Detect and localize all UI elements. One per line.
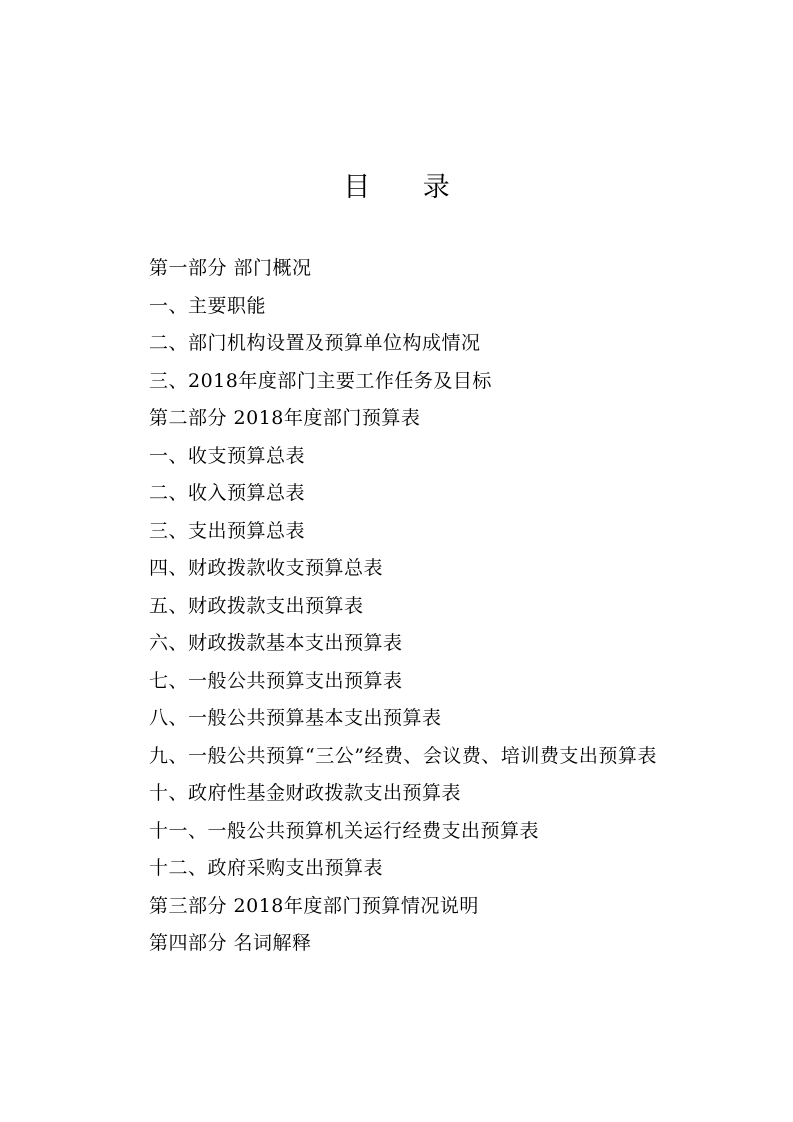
toc-item: 第一部分 部门概况 xyxy=(149,257,312,279)
toc-item: 第四部分 名词解释 xyxy=(149,932,312,954)
table-of-contents xyxy=(149,250,769,963)
toc-item: 二、部门机构设置及预算单位构成情况 xyxy=(149,332,481,354)
page-title: 目 录 xyxy=(343,172,472,203)
toc-item: 九、一般公共预算“三公”经费、会议费、培训费支出预算表 xyxy=(149,744,657,767)
toc-item: 三、支出预算总表 xyxy=(149,519,306,542)
toc-item: 三、2018年度部门主要工作任务及目标 xyxy=(149,369,492,392)
toc-item: 一、主要职能 xyxy=(149,294,267,317)
toc-item: 第二部分 2018年度部门预算表 xyxy=(149,407,421,429)
toc-item: 四、财政拨款收支预算总表 xyxy=(149,557,384,579)
toc-item: 七、一般公共预算支出预算表 xyxy=(149,669,403,692)
toc-item: 第三部分 2018年度部门预算情况说明 xyxy=(149,894,479,917)
toc-item: 八、一般公共预算基本支出预算表 xyxy=(149,707,442,729)
toc-item: 十、政府性基金财政拨款支出预算表 xyxy=(149,782,462,804)
toc-item: 二、收入预算总表 xyxy=(149,482,306,504)
toc-item: 六、财政拨款基本支出预算表 xyxy=(149,632,403,654)
toc-item: 十一、一般公共预算机关运行经费支出预算表 xyxy=(149,819,540,842)
toc-item: 五、财政拨款支出预算表 xyxy=(149,594,364,617)
toc-item: 一、收支预算总表 xyxy=(149,444,306,467)
toc-item: 十二、政府采购支出预算表 xyxy=(149,857,384,879)
